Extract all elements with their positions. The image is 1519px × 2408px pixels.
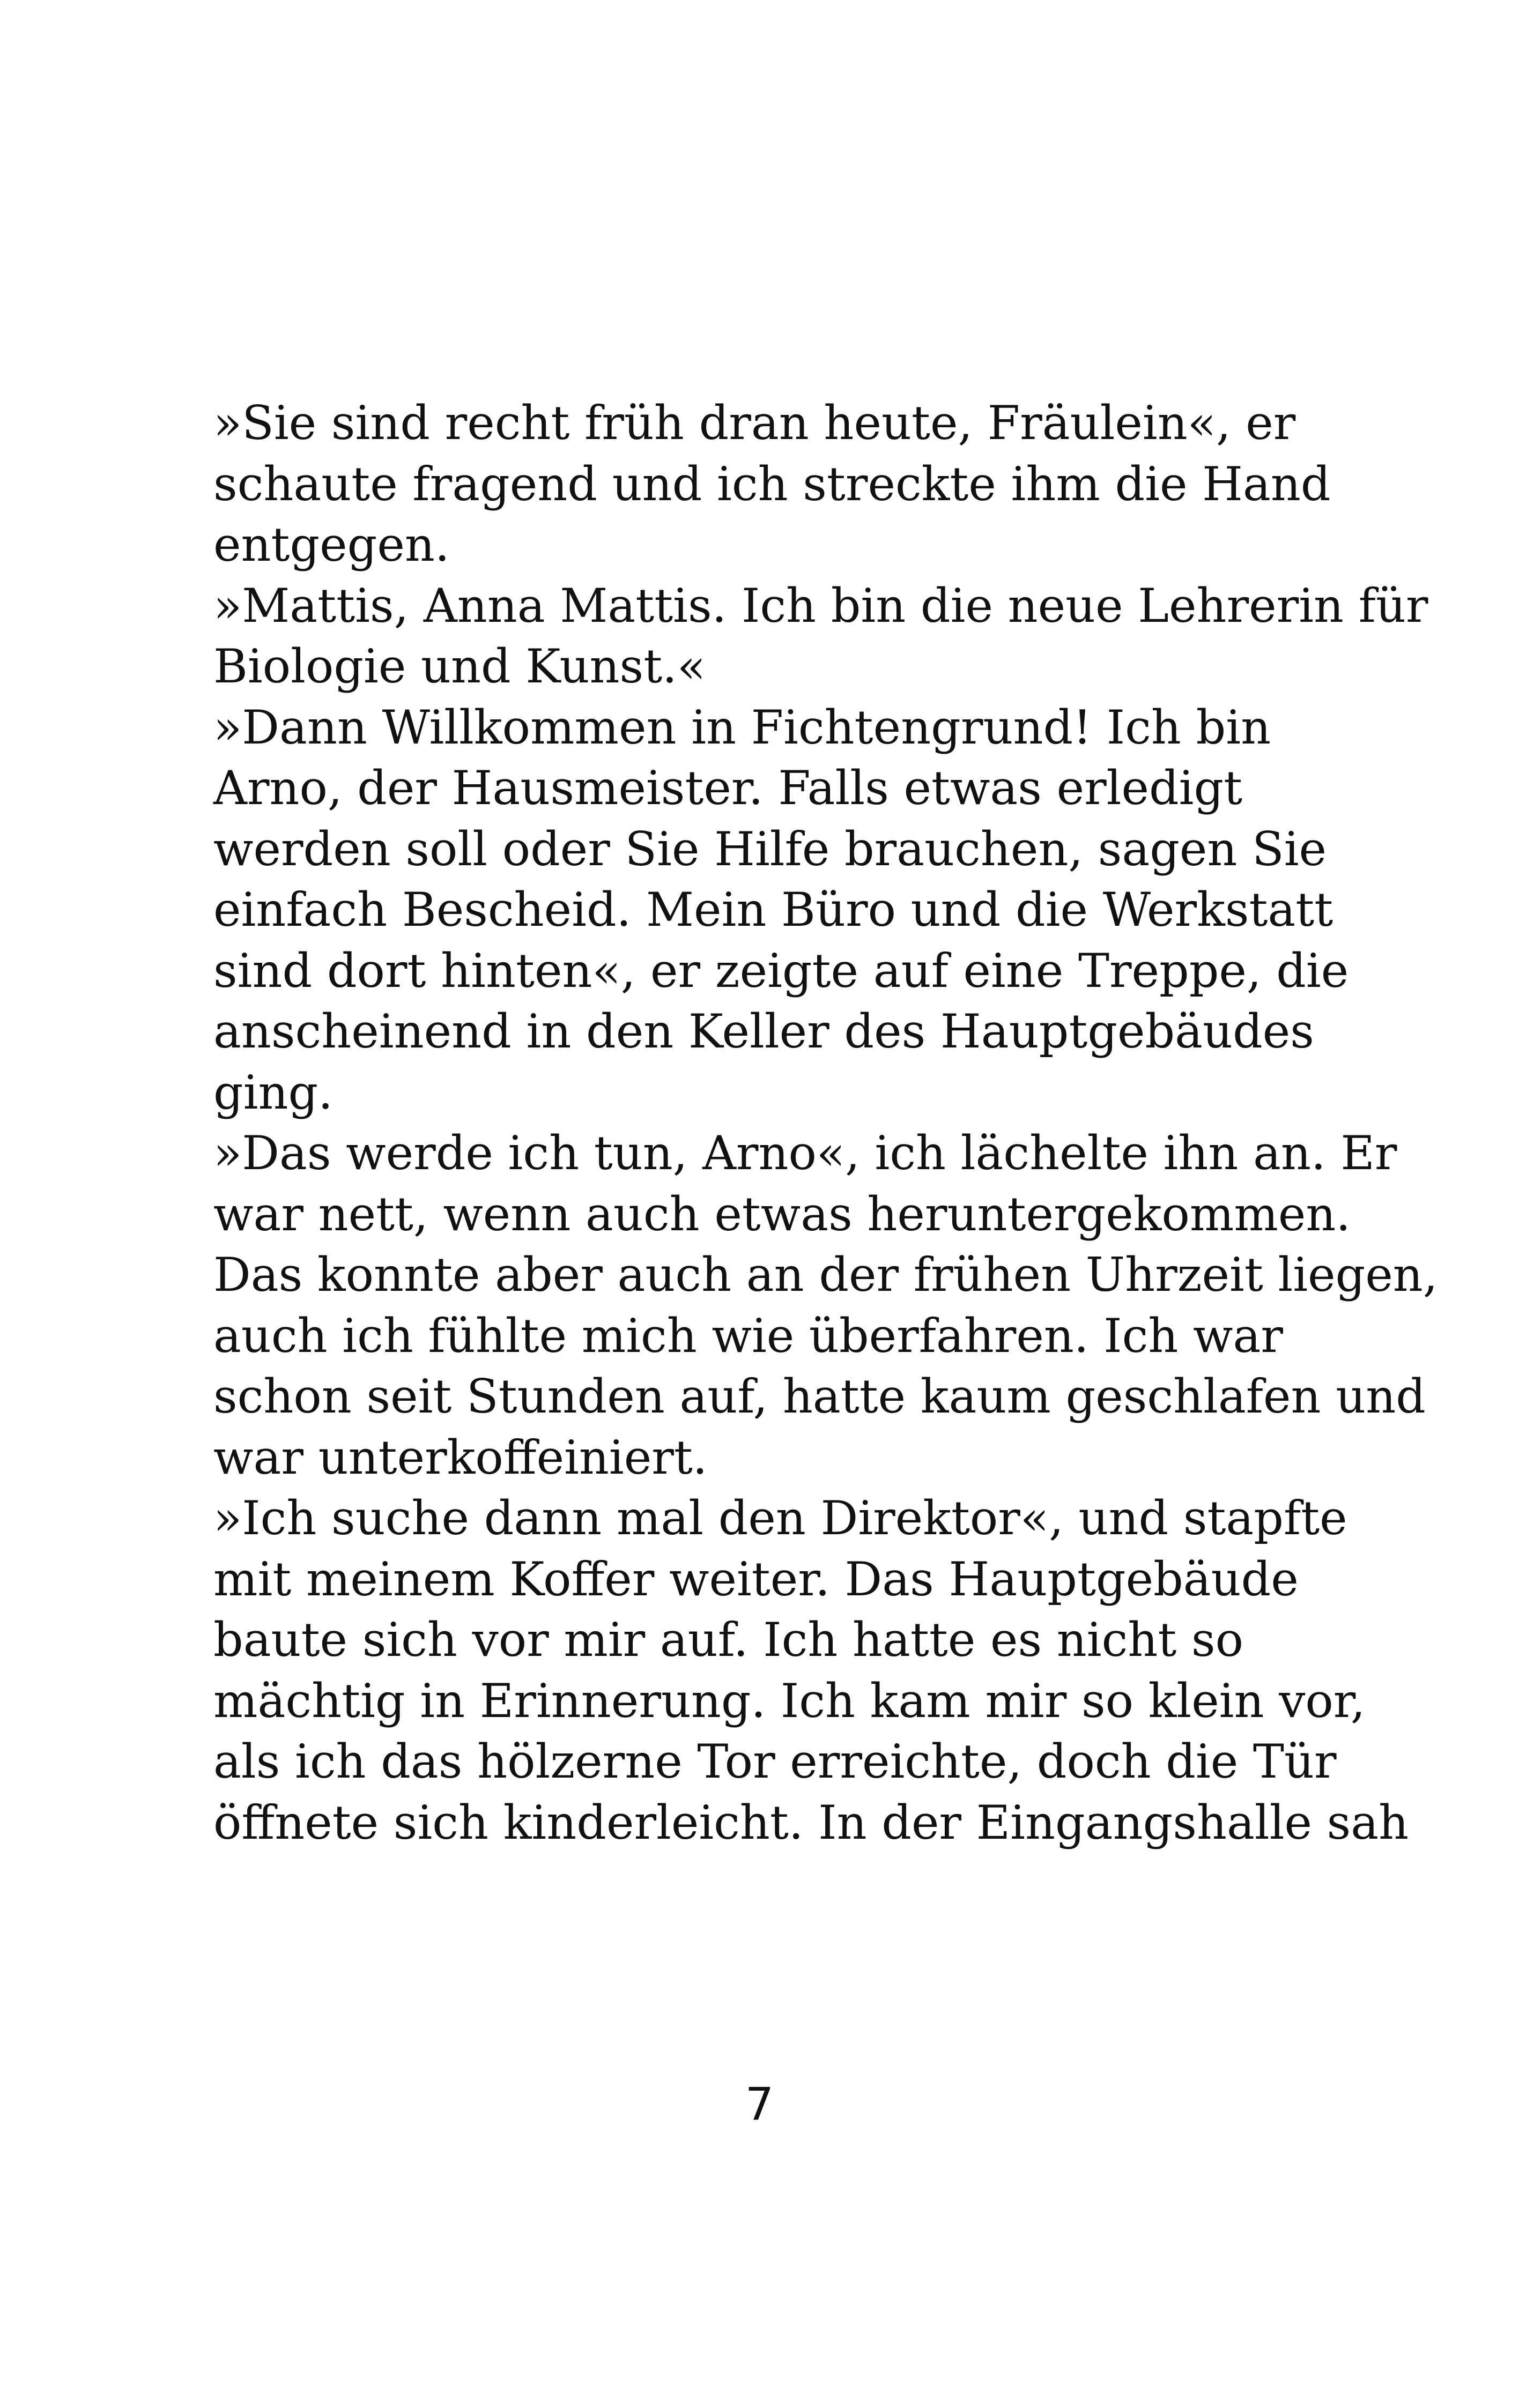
text-line: »Mattis, Anna Mattis. Ich bin die neue Lehrerin für	[213, 578, 1428, 633]
text-line: baute sich vor mir auf. Ich hatte es nicht so	[213, 1612, 1244, 1667]
text-line: als ich das hölzerne Tor erreichte, doch die Tür	[213, 1734, 1337, 1789]
text-line: »Ich suche dann mal den Direktor«, und stapfte	[213, 1491, 1347, 1545]
text-line: Das konnte aber auch an der frühen Uhrzeit liegen,	[213, 1247, 1438, 1302]
text-line: entgegen.	[213, 517, 450, 572]
text-line: schon seit Stunden auf, hatte kaum geschlafen und	[213, 1369, 1426, 1424]
text-line: war unterkoffeiniert.	[213, 1430, 708, 1485]
body-text	[213, 393, 1438, 1853]
text-line: einfach Bescheid. Mein Büro und die Werkstatt	[213, 882, 1333, 937]
text-line: »Sie sind recht früh dran heute, Fräulein«, er	[213, 396, 1296, 450]
text-line: werden soll oder Sie Hilfe brauchen, sagen Sie	[213, 821, 1327, 876]
text-line: mit meinem Koffer weiter. Das Hauptgebäude	[213, 1551, 1299, 1607]
page-number: 7	[745, 2078, 774, 2130]
text-line: sind dort hinten«, er zeigte auf eine Treppe, die	[213, 943, 1349, 998]
text-line: »Dann Willkommen in Fichtengrund! Ich bin	[213, 700, 1271, 755]
text-line: Arno, der Hausmeister. Falls etwas erledigt	[213, 761, 1243, 815]
text-line: öffnete sich kinderleicht. In der Eingangshalle sah	[213, 1795, 1409, 1850]
text-line: Biologie und Kunst.«	[213, 639, 706, 694]
text-line: auch ich fühlte mich wie überfahren. Ich war	[213, 1308, 1283, 1363]
text-line: anscheinend in den Keller des Hauptgebäudes	[213, 1004, 1314, 1059]
text-line: schaute fragend und ich streckte ihm die Hand	[213, 456, 1331, 511]
text-line: mächtig in Erinnerung. Ich kam mir so klein vor,	[213, 1673, 1366, 1728]
text-line: war nett, wenn auch etwas heruntergekommen.	[213, 1186, 1351, 1242]
text-line: ging.	[213, 1065, 333, 1120]
text-line: »Das werde ich tun, Arno«, ich lächelte ihn an. Er	[213, 1126, 1397, 1180]
